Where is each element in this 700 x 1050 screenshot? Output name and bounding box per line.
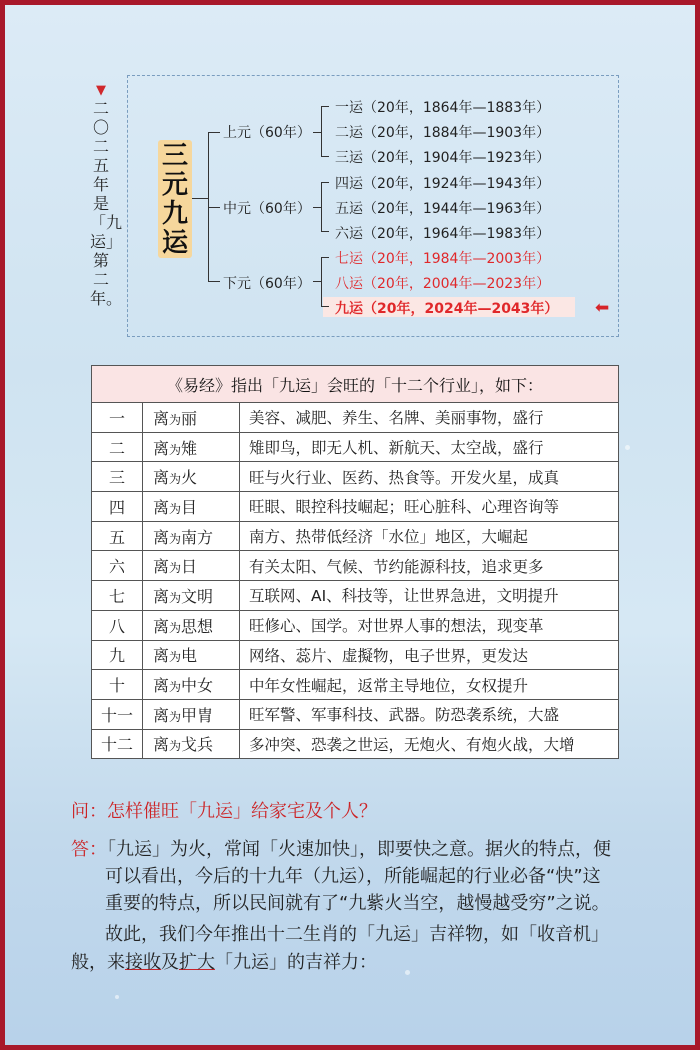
red-triangle-icon: ▼ — [96, 83, 106, 98]
row-description: 有关太阳、气候、节约能源科技，追求更多 — [240, 551, 619, 581]
li-word: 电 — [181, 646, 198, 666]
li-prefix: 离 — [153, 557, 170, 577]
pointer-arrow-icon: ⬅ — [595, 298, 610, 318]
li-small: 为 — [169, 739, 182, 754]
row-li — [143, 551, 240, 581]
table-row — [92, 432, 619, 462]
row-number: 三 — [92, 462, 143, 492]
yun-9: 九运（20年，2024年—2043年） — [335, 301, 559, 317]
row-description: 南方、热带低经济「水位」地区，大崛起 — [240, 521, 619, 551]
side-note — [90, 83, 123, 308]
connector-line — [208, 281, 220, 282]
yun-5: 五运（20年，1944年—1963年） — [335, 201, 551, 217]
row-description: 互联网、AI、科技等，让世界急进，文明提升 — [240, 581, 619, 611]
row-description: 旺修心、国学。对世界人事的想法，现变革 — [240, 610, 619, 640]
li-prefix: 离 — [153, 735, 170, 755]
li-prefix: 离 — [153, 468, 170, 488]
yun-7: 七运（20年，1984年—2003年） — [335, 251, 551, 267]
connector-line — [321, 231, 329, 232]
li-small: 为 — [169, 680, 182, 695]
li-word: 目 — [181, 497, 198, 517]
table-row — [92, 581, 619, 611]
row-number: 七 — [92, 581, 143, 611]
connector-line — [313, 207, 321, 208]
p2-underline-2: 扩大 — [179, 952, 215, 973]
side-note-text: 二〇二五年是「九运」第二年。 — [90, 99, 123, 308]
table-header: 《易经》指出「九运」会旺的「十二个行业」，如下： — [92, 366, 619, 403]
answer-line-2: 可以看出，今后的十九年（九运），所能崛起的行业必备“快”这 — [105, 866, 601, 887]
yun-6: 六运（20年，1964年—1983年） — [335, 226, 551, 242]
li-prefix: 离 — [153, 705, 170, 725]
row-li — [143, 729, 240, 759]
p2-text-b: 及 — [161, 952, 179, 973]
li-small: 为 — [169, 501, 182, 516]
connector-line — [321, 156, 329, 157]
paragraph2-line-2 — [71, 948, 377, 974]
connector-line — [321, 106, 322, 157]
row-description: 中年女性崛起，返常主导地位，女权提升 — [240, 670, 619, 700]
li-word: 中女 — [181, 676, 214, 696]
li-small: 为 — [169, 561, 182, 576]
row-number: 二 — [92, 432, 143, 462]
li-small: 为 — [169, 709, 182, 724]
diagram-title: 三元九运 — [158, 140, 192, 258]
li-word: 文明 — [181, 586, 214, 606]
row-li — [143, 640, 240, 670]
connector-line — [313, 132, 321, 133]
p2-text-c: 「九运」的吉祥力： — [215, 952, 377, 973]
table-row — [92, 640, 619, 670]
connector-line — [321, 182, 329, 183]
li-prefix: 离 — [153, 616, 170, 636]
li-prefix: 离 — [153, 408, 170, 428]
row-number: 一 — [92, 403, 143, 433]
p2-text-a: 般，来 — [71, 952, 125, 973]
answer-text-1: 「九运」为火，常闻「火速加快」，即要快之意。据火的特点，便 — [107, 839, 611, 860]
row-li — [143, 403, 240, 433]
table-row — [92, 403, 619, 433]
yun-3: 三运（20年，1904年—1923年） — [335, 150, 551, 166]
connector-line — [321, 106, 329, 107]
li-word: 日 — [181, 557, 198, 577]
li-prefix: 离 — [153, 497, 170, 517]
li-word: 甲胄 — [181, 705, 214, 725]
table-row — [92, 610, 619, 640]
p2-underline-1: 接收 — [125, 952, 161, 973]
yun-1: 一运（20年，1864年—1883年） — [335, 100, 551, 116]
row-number: 六 — [92, 551, 143, 581]
row-description: 多冲突、恐袭之世运，无炮火、有炮火战，大增 — [240, 729, 619, 759]
li-prefix: 离 — [153, 586, 170, 606]
row-li — [143, 521, 240, 551]
connector-line — [313, 281, 321, 282]
yun-2: 二运（20年，1884年—1903年） — [335, 125, 551, 141]
row-number: 四 — [92, 492, 143, 522]
connector-line — [321, 306, 329, 307]
li-word: 雉 — [181, 438, 198, 458]
li-small: 为 — [169, 590, 182, 605]
question: 问：怎样催旺「九运」给家宅及个人？ — [71, 801, 377, 822]
li-word: 思想 — [181, 616, 214, 636]
row-description: 网络、蕊片、虚擬物，电子世界，更发达 — [240, 640, 619, 670]
row-description: 旺眼、眼控科技崛起；旺心脏科、心理咨询等 — [240, 492, 619, 522]
row-number: 十二 — [92, 729, 143, 759]
row-number: 九 — [92, 640, 143, 670]
li-prefix: 离 — [153, 527, 170, 547]
li-prefix: 离 — [153, 646, 170, 666]
li-word: 丽 — [181, 408, 198, 428]
table-row — [92, 462, 619, 492]
li-prefix: 离 — [153, 676, 170, 696]
row-number: 八 — [92, 610, 143, 640]
yuan-xia: 下元（60年） — [223, 276, 311, 292]
yun-8: 八运（20年，2004年—2023年） — [335, 276, 551, 292]
li-small: 为 — [169, 472, 182, 487]
answer-line-3: 重要的特点，所以民间就有了“九紫火当空，越慢越受穷”之说。 — [105, 893, 610, 914]
sparkle-decoration — [625, 445, 630, 450]
table-row — [92, 699, 619, 729]
row-description: 旺与火行业、医药、热食等。开发火星，成真 — [240, 462, 619, 492]
li-small: 为 — [169, 442, 182, 457]
row-number: 五 — [92, 521, 143, 551]
row-li — [143, 581, 240, 611]
row-li — [143, 492, 240, 522]
industry-table — [91, 365, 619, 759]
table-row — [92, 521, 619, 551]
li-small: 为 — [169, 412, 182, 427]
yuan-zhong: 中元（60年） — [223, 201, 311, 217]
row-description: 美容、减肥、养生、名牌、美丽事物，盛行 — [240, 403, 619, 433]
li-prefix: 离 — [153, 438, 170, 458]
yuan-shang: 上元（60年） — [223, 125, 311, 141]
answer-label: 答： — [71, 839, 107, 860]
li-small: 为 — [169, 620, 182, 635]
row-description: 旺军警、军事科技、武器。防恐袭系统，大盛 — [240, 699, 619, 729]
answer-line-1 — [71, 835, 611, 861]
table-row — [92, 551, 619, 581]
row-description: 雉即鸟，即无人机、新航天、太空战，盛行 — [240, 432, 619, 462]
row-li — [143, 670, 240, 700]
connector-line — [208, 132, 220, 133]
li-small: 为 — [169, 531, 182, 546]
li-word: 南方 — [181, 527, 214, 547]
connector-line — [321, 257, 329, 258]
connector-line — [321, 257, 322, 307]
table-row — [92, 729, 619, 759]
sparkle-decoration — [115, 995, 119, 999]
row-li — [143, 432, 240, 462]
connector-line — [192, 198, 208, 199]
row-number: 十一 — [92, 699, 143, 729]
connector-line — [321, 182, 322, 232]
row-number: 十 — [92, 670, 143, 700]
li-small: 为 — [169, 650, 182, 665]
row-li — [143, 462, 240, 492]
sparkle-decoration — [405, 970, 410, 975]
table-row — [92, 670, 619, 700]
yun-4: 四运（20年，1924年—1943年） — [335, 176, 551, 192]
connector-line — [208, 207, 220, 208]
paragraph2-line-1: 故此，我们今年推出十二生肖的「九运」吉祥物，如「收音机」 — [105, 924, 609, 945]
row-li — [143, 610, 240, 640]
li-word: 戈兵 — [181, 735, 214, 755]
li-word: 火 — [181, 468, 198, 488]
table-row — [92, 492, 619, 522]
row-li — [143, 699, 240, 729]
